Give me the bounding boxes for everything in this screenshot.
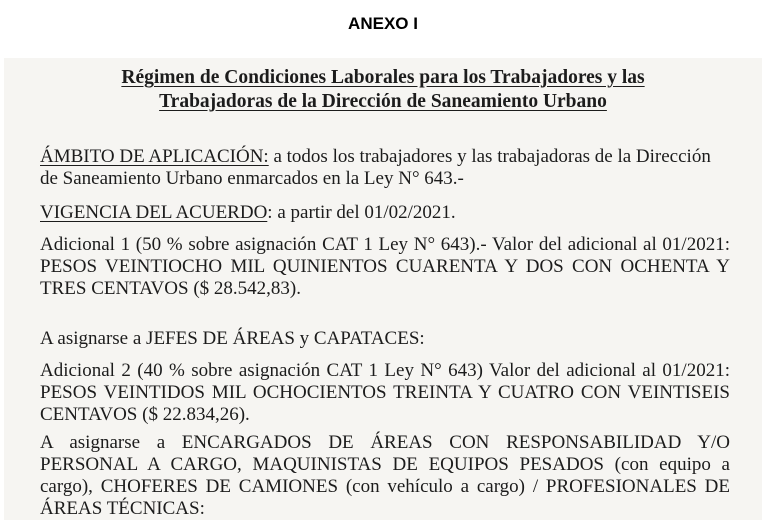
document-title xyxy=(4,66,762,114)
annex-heading: ANEXO I xyxy=(348,14,418,33)
title-line-1: Régimen de Condiciones Laborales para los Trabajadores y las xyxy=(121,67,645,88)
vigencia-paragraph xyxy=(40,202,730,224)
asignarse-jefes-paragraph: A asignarse a JEFES DE ÁREAS y CAPATACES: xyxy=(40,328,425,349)
asignarse-encargados-paragraph: A asignarse a ENCARGADOS DE ÁREAS CON RESPONSABILIDAD Y/O PERSONAL A CARGO, MAQUINISTAS DE EQUIPOS PESADOS (con equipo a cargo), CHOFERES DE CAMIONES (con vehículo a cargo) / PROFESIONALES DE ÁREAS TÉCNICAS: xyxy=(40,432,730,519)
adicional-1-paragraph: Adicional 1 (50 % sobre asignación CAT 1 Ley N° 643).- Valor del adicional al 01/2021: PESOS VEINTIOCHO MIL QUINIENTOS CUARENTA Y DOS CON OCHENTA Y TRES CENTAVOS ($ 28.542,83). xyxy=(40,234,730,299)
adicional-2-paragraph: Adicional 2 (40 % sobre asignación CAT 1 Ley N° 643) Valor del adicional al 01/2021: PESOS VEINTIDOS MIL OCHOCIENTOS TREINTA Y CUATRO CON VEINTISEIS CENTAVOS ($ 22.834,26). xyxy=(40,360,730,425)
title-line-2: Trabajadoras de la Dirección de Saneamiento Urbano xyxy=(159,91,607,112)
vigencia-text: : a partir del 01/02/2021. xyxy=(267,202,456,223)
ambito-paragraph xyxy=(40,146,730,190)
vigencia-label: VIGENCIA DEL ACUERDO xyxy=(40,202,268,223)
ambito-text: a todos los trabajadores y las trabajadoras de la Dirección de Saneamiento Urbano enmarcados en la Ley N° 643.- xyxy=(40,146,711,189)
ambito-label: ÁMBITO DE APLICACIÓN: xyxy=(40,146,269,167)
scanned-document xyxy=(4,58,762,520)
